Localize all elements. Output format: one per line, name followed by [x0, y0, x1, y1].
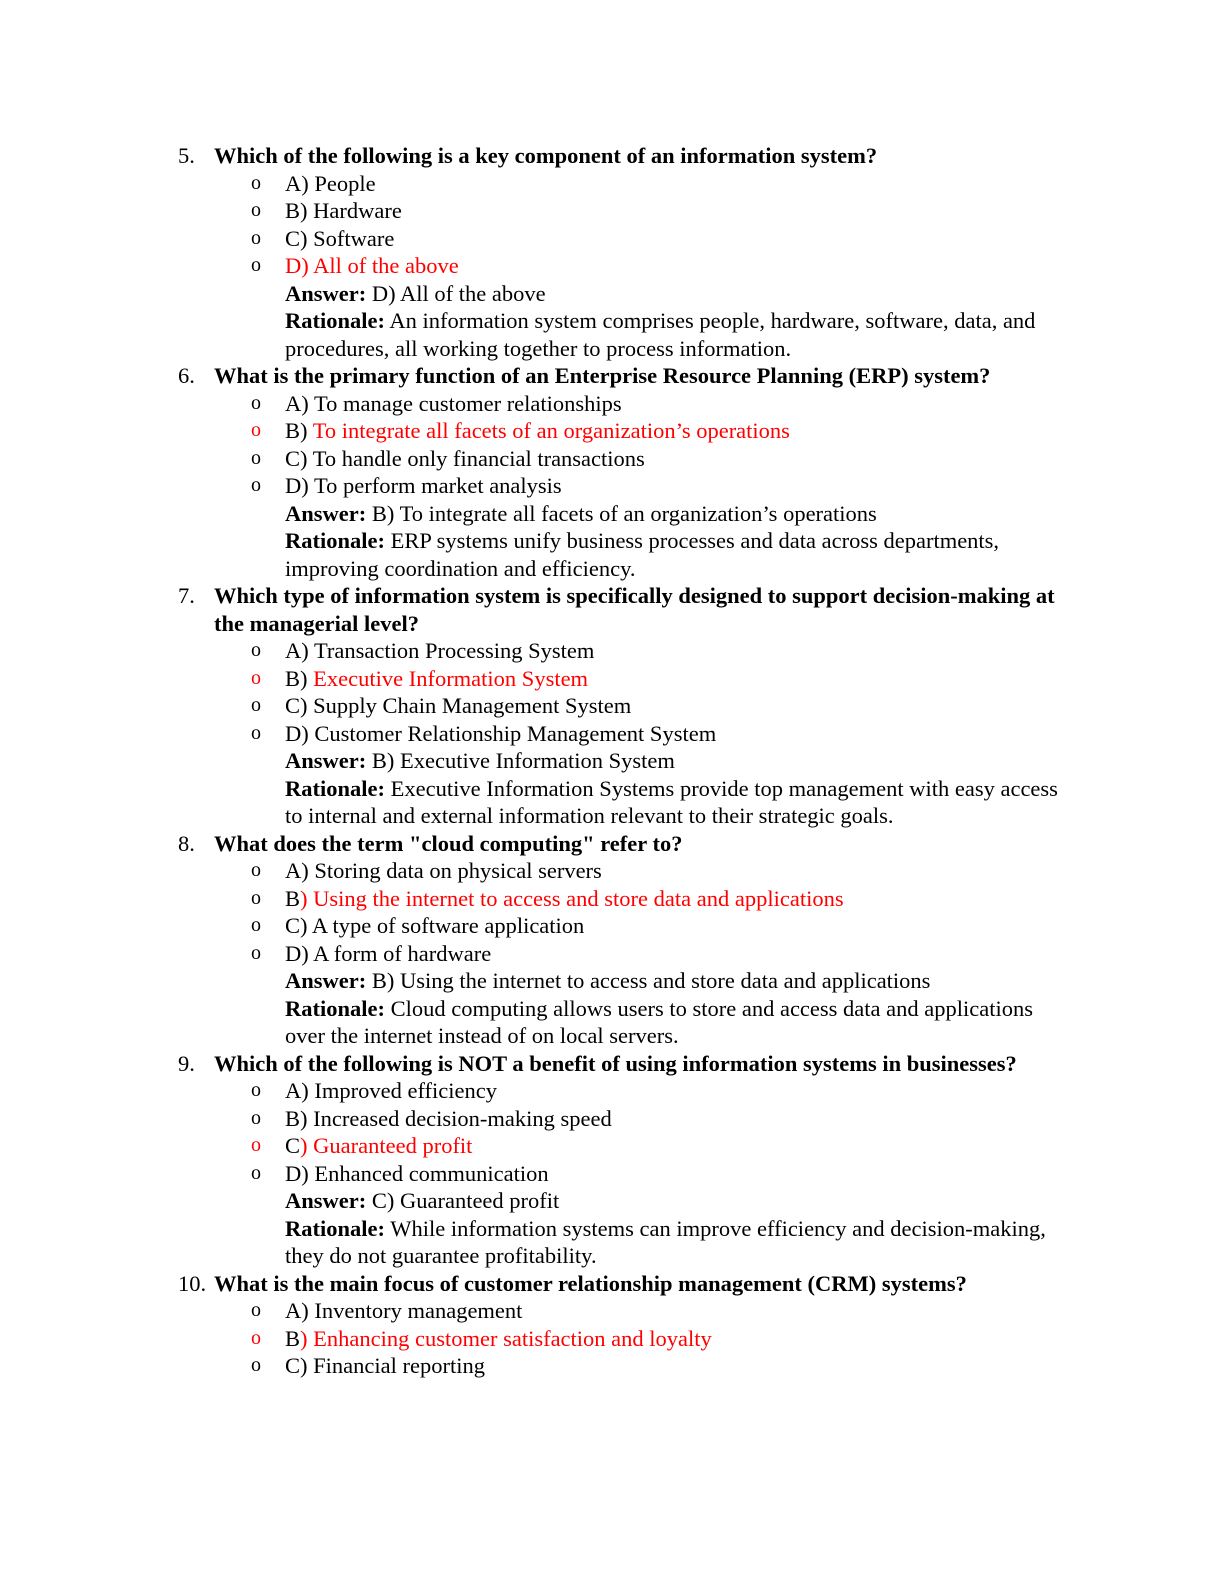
option-label: B) Increased decision-making speed	[285, 1105, 612, 1131]
bullet-circle-icon: o	[251, 474, 261, 496]
answer-label: Answer:	[285, 500, 367, 526]
question-number: 6.	[178, 363, 195, 388]
answer-option	[178, 197, 1078, 225]
bullet-circle-icon: o	[251, 639, 261, 661]
answer-line	[178, 500, 1078, 528]
bullet-circle-icon: o	[251, 254, 261, 276]
bullet-circle-icon: o	[251, 1134, 261, 1156]
answer-option	[178, 692, 1078, 720]
question-heading	[178, 142, 1078, 170]
option-label: D) To perform market analysis	[285, 473, 562, 498]
answer-option	[178, 390, 1078, 418]
rationale-label: Rationale:	[285, 995, 385, 1021]
rationale-text: Executive Information Systems provide top management with easy access to internal and external information relevant to their strategic goals.	[285, 775, 1058, 828]
option-label: A) Inventory management	[285, 1298, 523, 1323]
rationale-line	[178, 527, 1078, 582]
answer-option	[178, 417, 1078, 445]
bullet-circle-icon: o	[251, 419, 261, 441]
rationale-label: Rationale:	[285, 528, 385, 553]
option-label: A) Transaction Processing System	[285, 638, 595, 663]
option-highlighted-text: ) Enhancing customer satisfaction and loyalty	[300, 1325, 712, 1351]
option-label: C	[285, 1133, 301, 1158]
bullet-circle-icon: o	[251, 199, 261, 221]
answer-label: Answer:	[285, 968, 367, 993]
question-block	[178, 1270, 1078, 1380]
bullet-circle-icon: o	[251, 886, 261, 909]
bullet-circle-icon: o	[251, 666, 261, 689]
option-label: B) Hardware	[285, 198, 402, 223]
answer-option	[178, 1132, 1078, 1160]
bullet-circle-icon: o	[251, 859, 261, 881]
rationale-text: ERP systems unify business processes and data across departments, improving coordination and efficiency.	[285, 528, 1000, 581]
option-label: C) Supply Chain Management System	[285, 693, 632, 718]
rationale-line	[178, 775, 1078, 830]
answer-text: C) Guaranteed profit	[366, 1188, 560, 1213]
bullet-circle-icon: o	[251, 391, 261, 414]
option-label: B)	[285, 665, 314, 691]
rationale-label: Rationale:	[285, 308, 385, 333]
option-label: C) Software	[285, 225, 395, 251]
rationale-label: Rationale:	[285, 775, 385, 801]
option-label: A) To manage customer relationships	[285, 390, 622, 416]
question-block	[178, 1050, 1078, 1270]
answer-option	[178, 170, 1078, 198]
option-label: C) A type of software application	[285, 913, 585, 938]
bullet-circle-icon: o	[251, 694, 261, 716]
rationale-line	[178, 1215, 1078, 1270]
option-label: B	[285, 885, 301, 911]
answer-option	[178, 940, 1078, 968]
option-label: A) Improved efficiency	[285, 1078, 497, 1103]
option-label: A) Storing data on physical servers	[285, 858, 602, 883]
answer-line	[178, 280, 1078, 308]
option-label: D) All of the above	[285, 253, 459, 278]
rationale-text: While information systems can improve efficiency and decision-making, they do not guarantee profitability.	[285, 1215, 1046, 1268]
question-number: 5.	[178, 143, 195, 168]
answer-text: B) Using the internet to access and store data and applications	[366, 968, 931, 993]
bullet-circle-icon: o	[251, 1299, 261, 1321]
bullet-circle-icon: o	[251, 1354, 261, 1376]
question-text: Which of the following is a key component of an information system?	[214, 143, 878, 168]
question-block	[178, 582, 1078, 830]
question-number: 10.	[178, 1270, 207, 1296]
option-highlighted-text: ) Guaranteed profit	[300, 1133, 473, 1158]
answer-text: B) To integrate all facets of an organization’s operations	[366, 500, 877, 526]
rationale-label: Rationale:	[285, 1215, 385, 1241]
question-heading	[178, 1050, 1078, 1078]
bullet-circle-icon: o	[251, 446, 261, 469]
rationale-line	[178, 307, 1078, 362]
option-label: B	[285, 1325, 301, 1351]
question-heading	[178, 362, 1078, 390]
option-label: C) Financial reporting	[285, 1353, 485, 1378]
answer-text: B) Executive Information System	[366, 748, 675, 773]
question-text: What is the main focus of customer relationship management (CRM) systems?	[214, 1270, 967, 1296]
question-text: What does the term "cloud computing" refer to?	[214, 830, 683, 856]
question-text: Which of the following is NOT a benefit of using information systems in businesses?	[214, 1050, 1017, 1076]
answer-option	[178, 637, 1078, 665]
option-label: C) To handle only financial transactions	[285, 445, 645, 471]
answer-option	[178, 1105, 1078, 1133]
answer-line	[178, 1187, 1078, 1215]
question-number: 8.	[178, 830, 195, 856]
bullet-circle-icon: o	[251, 914, 261, 936]
question-text: What is the primary function of an Enterprise Resource Planning (ERP) system?	[214, 363, 991, 388]
bullet-circle-icon: o	[251, 1326, 261, 1349]
question-block	[178, 362, 1078, 582]
option-highlighted-text: To integrate all facets of an organization’s operations	[312, 418, 790, 443]
option-label: D) Enhanced communication	[285, 1160, 549, 1186]
answer-option	[178, 912, 1078, 940]
answer-option	[178, 665, 1078, 693]
answer-line	[178, 967, 1078, 995]
option-label: A) People	[285, 170, 376, 196]
answer-option	[178, 445, 1078, 473]
rationale-text: Cloud computing allows users to store and access data and applications over the internet instead of on local servers.	[285, 995, 1033, 1048]
answer-option	[178, 252, 1078, 280]
bullet-circle-icon: o	[251, 1079, 261, 1101]
option-highlighted-text: Executive Information System	[313, 665, 589, 691]
question-list	[178, 142, 1078, 1380]
rationale-line	[178, 995, 1078, 1050]
bullet-circle-icon: o	[251, 1106, 261, 1129]
question-text: Which type of information system is specifically designed to support decision-making at the managerial level?	[214, 583, 1055, 636]
answer-label: Answer:	[285, 1188, 367, 1213]
bullet-circle-icon: o	[251, 721, 261, 744]
answer-option	[178, 857, 1078, 885]
option-highlighted-text: ) Using the internet to access and store data and applications	[300, 885, 844, 911]
bullet-circle-icon: o	[251, 171, 261, 194]
question-heading	[178, 830, 1078, 858]
answer-label: Answer:	[285, 748, 367, 773]
answer-option	[178, 1352, 1078, 1380]
answer-option	[178, 1325, 1078, 1353]
question-block	[178, 830, 1078, 1050]
answer-option	[178, 1297, 1078, 1325]
answer-label: Answer:	[285, 280, 367, 306]
answer-option	[178, 885, 1078, 913]
answer-option	[178, 1077, 1078, 1105]
question-heading	[178, 1270, 1078, 1298]
answer-text: D) All of the above	[366, 280, 546, 306]
answer-option	[178, 1160, 1078, 1188]
question-block	[178, 142, 1078, 362]
option-label: D) Customer Relationship Management System	[285, 720, 717, 746]
option-label: B)	[285, 418, 313, 443]
bullet-circle-icon: o	[251, 941, 261, 964]
bullet-circle-icon: o	[251, 1161, 261, 1184]
answer-option	[178, 472, 1078, 500]
option-label: D) A form of hardware	[285, 940, 492, 966]
rationale-text: An information system comprises people, hardware, software, data, and procedures, all working together to process information.	[285, 308, 1036, 361]
question-number: 7.	[178, 583, 195, 608]
bullet-circle-icon: o	[251, 226, 261, 249]
question-heading	[178, 582, 1078, 637]
question-number: 9.	[178, 1050, 195, 1076]
answer-option	[178, 225, 1078, 253]
answer-option	[178, 720, 1078, 748]
answer-line	[178, 747, 1078, 775]
